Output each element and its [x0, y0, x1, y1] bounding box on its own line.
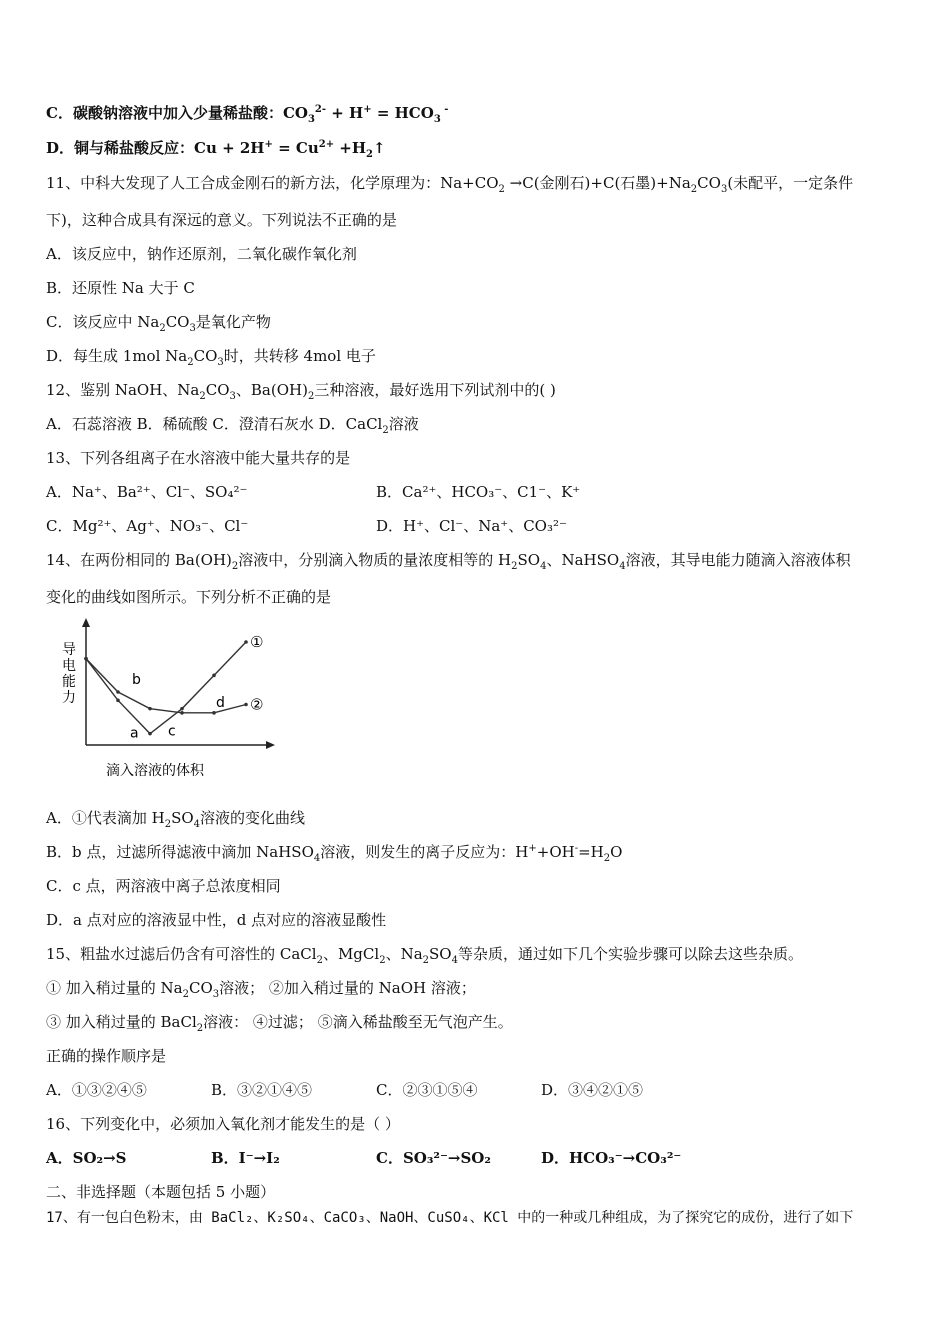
series-layer: [84, 633, 263, 742]
q13-option-b: B．Ca²⁺、HCO₃⁻、C1⁻、K⁺: [376, 483, 581, 501]
point-label-d: d: [216, 694, 225, 711]
series-2-point: [148, 707, 152, 711]
series-1-point: [148, 732, 152, 736]
point-label-b: b: [132, 672, 141, 688]
q15-ask: 正确的操作顺序是: [46, 1047, 167, 1065]
q16-option-a: A．SO₂→S: [46, 1149, 127, 1167]
x-axis-arrow: [266, 741, 275, 749]
series-line-1: [86, 642, 246, 734]
q14-option-d: D．a 点对应的溶液显中性，d 点对应的溶液显酸性: [46, 911, 387, 929]
y-axis-label-char-3: 能: [62, 674, 76, 690]
section-heading: 二、非选择题（本题包括 5 小题）: [46, 1183, 276, 1201]
q10-option-c: C．碳酸钠溶液中加入少量稀盐酸：$CO_3^{2-} + H^+ = HCO_3$ -: [46, 104, 449, 125]
y-axis-label-char-1: 导: [62, 642, 76, 658]
q14-option-a: A．①代表滴加 $H_2SO_4$溶液的变化曲线: [46, 809, 306, 830]
q15-option-d: D．③④②①⑤: [541, 1081, 644, 1099]
series-label-2: ②: [250, 695, 264, 714]
series-2-point: [84, 657, 88, 661]
q11-option-a: A．该反应中，钠作还原剂，二氧化碳作氧化剂: [46, 245, 357, 263]
q15-steps-line1: ① 加入稍过量的 $Na_2CO_3$溶液； ②加入稍过量的 NaOH 溶液；: [46, 979, 476, 1000]
q15-steps-line2: ③ 加入稍过量的 BaCl$_2$溶液： ④过滤； ⑤滴入稀盐酸至无气泡产生。: [46, 1013, 513, 1034]
q14-stem-line1: 14、在两份相同的 $Ba(OH)_2$溶液中，分别滴入物质的量浓度相等的 $H_2SO_4$、NaHSO$_4$溶液，其导电能力随滴入溶液体积: [46, 551, 851, 572]
x-axis-label: 滴入溶液的体积: [106, 763, 204, 779]
q16-stem: 16、下列变化中，必须加入氧化剂才能发生的是（ ）: [46, 1115, 400, 1133]
q16-option-d: D．HCO₃⁻→CO₃²⁻: [541, 1149, 682, 1167]
series-1-point: [212, 674, 216, 678]
q10-option-d: D．铜与稀盐酸反应：$Cu + 2H^+ = Cu^{2+}$ $+H_2↑$: [46, 139, 386, 160]
q14-option-c: C．c 点，两溶液中离子总浓度相同: [46, 877, 281, 895]
q15-option-a: A．①③②④⑤: [46, 1081, 147, 1099]
q15-stem: 15、粗盐水过滤后仍含有可溶性的 CaCl$_2$、MgCl$_2$、$Na_2SO_4$等杂质，通过如下几个实验步骤可以除去这些杂质。: [46, 945, 803, 966]
q11-stem-line1: 11、中科大发现了人工合成金刚石的新方法，化学原理为：$Na+CO_2 \to C$(金刚石)+C(石墨)$+Na_2CO_3$(未配平，一定条件: [46, 174, 854, 195]
y-axis-label-char-4: 力: [62, 690, 76, 706]
point-label-a: a: [130, 725, 139, 742]
q11-stem-line2: 下)，这种合成具有深远的意义。下列说法不正确的是: [46, 211, 397, 229]
series-label-1: ①: [250, 633, 264, 651]
q11-option-c: C．该反应中 $Na_2CO_3$是氧化产物: [46, 313, 271, 334]
q12-options: A．石蕊溶液 B．稀硫酸 C．澄清石灰水 D．CaCl$_2$溶液: [46, 415, 419, 436]
series-2-point: [212, 711, 216, 715]
q13-option-a: A．Na⁺、Ba²⁺、Cl⁻、SO₄²⁻: [46, 483, 248, 501]
q16-option-b: B．I⁻→I₂: [211, 1149, 280, 1167]
series-2-point: [116, 690, 120, 694]
point-label-c: c: [168, 723, 176, 740]
series-1-point: [244, 640, 248, 644]
q14-stem-line2: 变化的曲线如图所示。下列分析不正确的是: [46, 588, 332, 606]
y-axis-label-char-2: 电: [62, 658, 76, 674]
q16-option-c: C．SO₃²⁻→SO₂: [376, 1149, 491, 1167]
series-1-point: [116, 699, 120, 703]
conductivity-chart: [46, 612, 286, 792]
series-2-point: [244, 703, 248, 707]
q11-option-d: D．每生成 1mol $Na_2CO_3$时，共转移 4mol 电子: [46, 347, 376, 368]
q13-option-d: D．H⁺、Cl⁻、Na⁺、CO₃²⁻: [376, 517, 567, 535]
q15-option-b: B．③②①④⑤: [211, 1081, 313, 1099]
q17-stem: 17、有一包白色粉末，由 BaCl₂、K₂SO₄、CaCO₃、NaOH、CuSO₄、KCl 中的一种或几种组成，为了探究它的成份，进行了如下: [46, 1210, 854, 1226]
q14-option-b: B．b 点，过滤所得滤液中滴加 NaHSO$_4$溶液，则发生的离子反应为：$H^++OH^-=H_2O$: [46, 843, 623, 864]
series-2-point: [180, 711, 184, 715]
y-axis-arrow: [82, 618, 90, 627]
q11-option-b: B．还原性 Na 大于 C: [46, 279, 195, 297]
q13-option-c: C．Mg²⁺、Ag⁺、NO₃⁻、Cl⁻: [46, 517, 249, 535]
q13-stem: 13、下列各组离子在水溶液中能大量共存的是: [46, 449, 351, 467]
series-1-point: [180, 707, 184, 711]
q15-option-c: C．②③①⑤④: [376, 1081, 478, 1099]
q12-stem: 12、鉴别 NaOH、$Na_2CO_3$、$Ba(OH)_2$三种溶液，最好选用下列试剂中的( ): [46, 381, 556, 402]
